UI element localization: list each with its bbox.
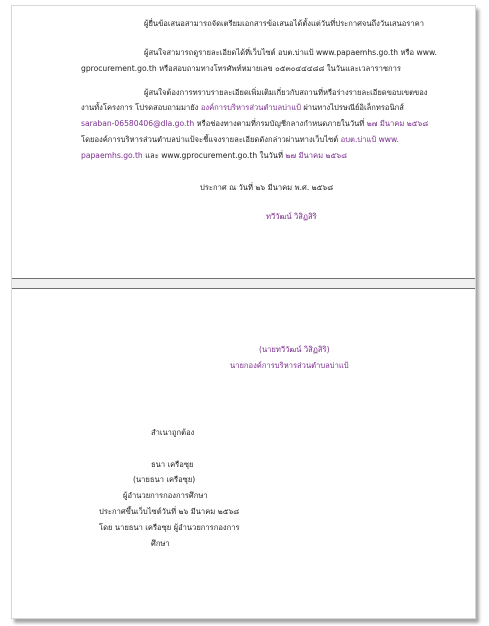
inquiry-email-intro: ผ่านทางไปรษณีย์อิเล็กทรอนิกส์ <box>300 103 404 112</box>
signer-name: (นายทวีวัฒน์ วิสิฏสิริ) <box>259 345 330 354</box>
inquiry-line-5 <box>81 151 347 161</box>
posted-date: ประกาศขึ้นเว็บไซต์วันที่ ๒๖ มีนาคม ๒๕๖๘ <box>99 507 240 516</box>
signature: ทวีวัฒน์ วิสิฏสิริ <box>266 212 317 221</box>
announce-date: ประกาศ ณ วันที่ ๒๖ มีนาคม พ.ศ. ๒๕๖๘ <box>200 183 334 192</box>
submission-prep-text: ผู้ยื่นข้อเสนอสามารถจัดเตรียมเอกสารข้อเสนอได้ตั้งแต่วันที่ประกาศจนถึงวันเสนอราคา <box>144 19 424 28</box>
page-break-band <box>12 278 475 288</box>
inquiry-text: งานทั้งโครงการ โปรดสอบถามมายัง <box>81 103 201 112</box>
signer-title: นายกองค์การบริหารส่วนตำบลบ่าแป้ <box>230 361 349 370</box>
page-break-bottom <box>12 288 475 289</box>
inquiry-line-1: ผู้สนใจต้องการทราบรายละเอียดเพิ่มเติมเกี่ยวกับสถานที่หรือร่างรายละเอียดขอบเขตของ <box>144 88 428 97</box>
deadline-text: หรือช่องทางตามที่กรมบัญชีกลางกำหนดภายในวันที่ <box>194 119 367 128</box>
org-name: องค์การบริหารส่วนตำบลบ่าแป้ <box>200 103 301 112</box>
website-gprocurement: และ www.gprocurement.go.th ในวันที่ <box>142 151 286 160</box>
email-address: saraban-06580406@dla.go.th <box>81 119 195 128</box>
deadline-date: ๒๗ มีนาคม ๒๕๖๘ <box>366 119 429 128</box>
details-phone-line: gprocurement.go.th หรือสอบถามทางโทรศัพท์หมายเลข ๐๕๓๐๔๔๔๘๘ ในวันและเวลาราชการ <box>81 64 401 73</box>
website-domain: papaemhs.go.th <box>81 151 143 160</box>
posted-by-cont: ศึกษา <box>151 539 170 548</box>
clarify-text: โดยองค์การบริหารส่วนตำบลบ่าแป้จะชี้แจงรายละเอียดดังกล่าวผ่านทางเว็บไซต์ <box>81 135 341 144</box>
inquiry-line-2 <box>81 103 404 113</box>
certifier-fullname: (นายธนา เครือซุย) <box>133 475 196 484</box>
certified-true-copy: สำเนาถูกต้อง <box>151 428 195 437</box>
document-page <box>11 5 476 619</box>
website-name: อบต.บ่าแป้ www. <box>340 135 399 144</box>
clarify-date: ๒๗ มีนาคม ๒๕๖๘ <box>285 151 347 160</box>
certifier-position: ผู้อำนวยการกองการศึกษา <box>123 491 208 500</box>
details-website-line: ผู้สนใจสามารถดูรายละเอียดได้ที่เว็บไซต์ อบต.บ่าแป้ www.papaemhs.go.th หรือ www. <box>144 48 437 57</box>
inquiry-line-4 <box>81 135 399 145</box>
certifier-name: ธนา เครือซุย <box>151 460 194 469</box>
inquiry-line-3 <box>81 119 428 129</box>
posted-by: โดย นายธนา เครือซุย ผู้อำนวยการกองการ <box>99 523 240 532</box>
page-break-top <box>12 278 475 279</box>
